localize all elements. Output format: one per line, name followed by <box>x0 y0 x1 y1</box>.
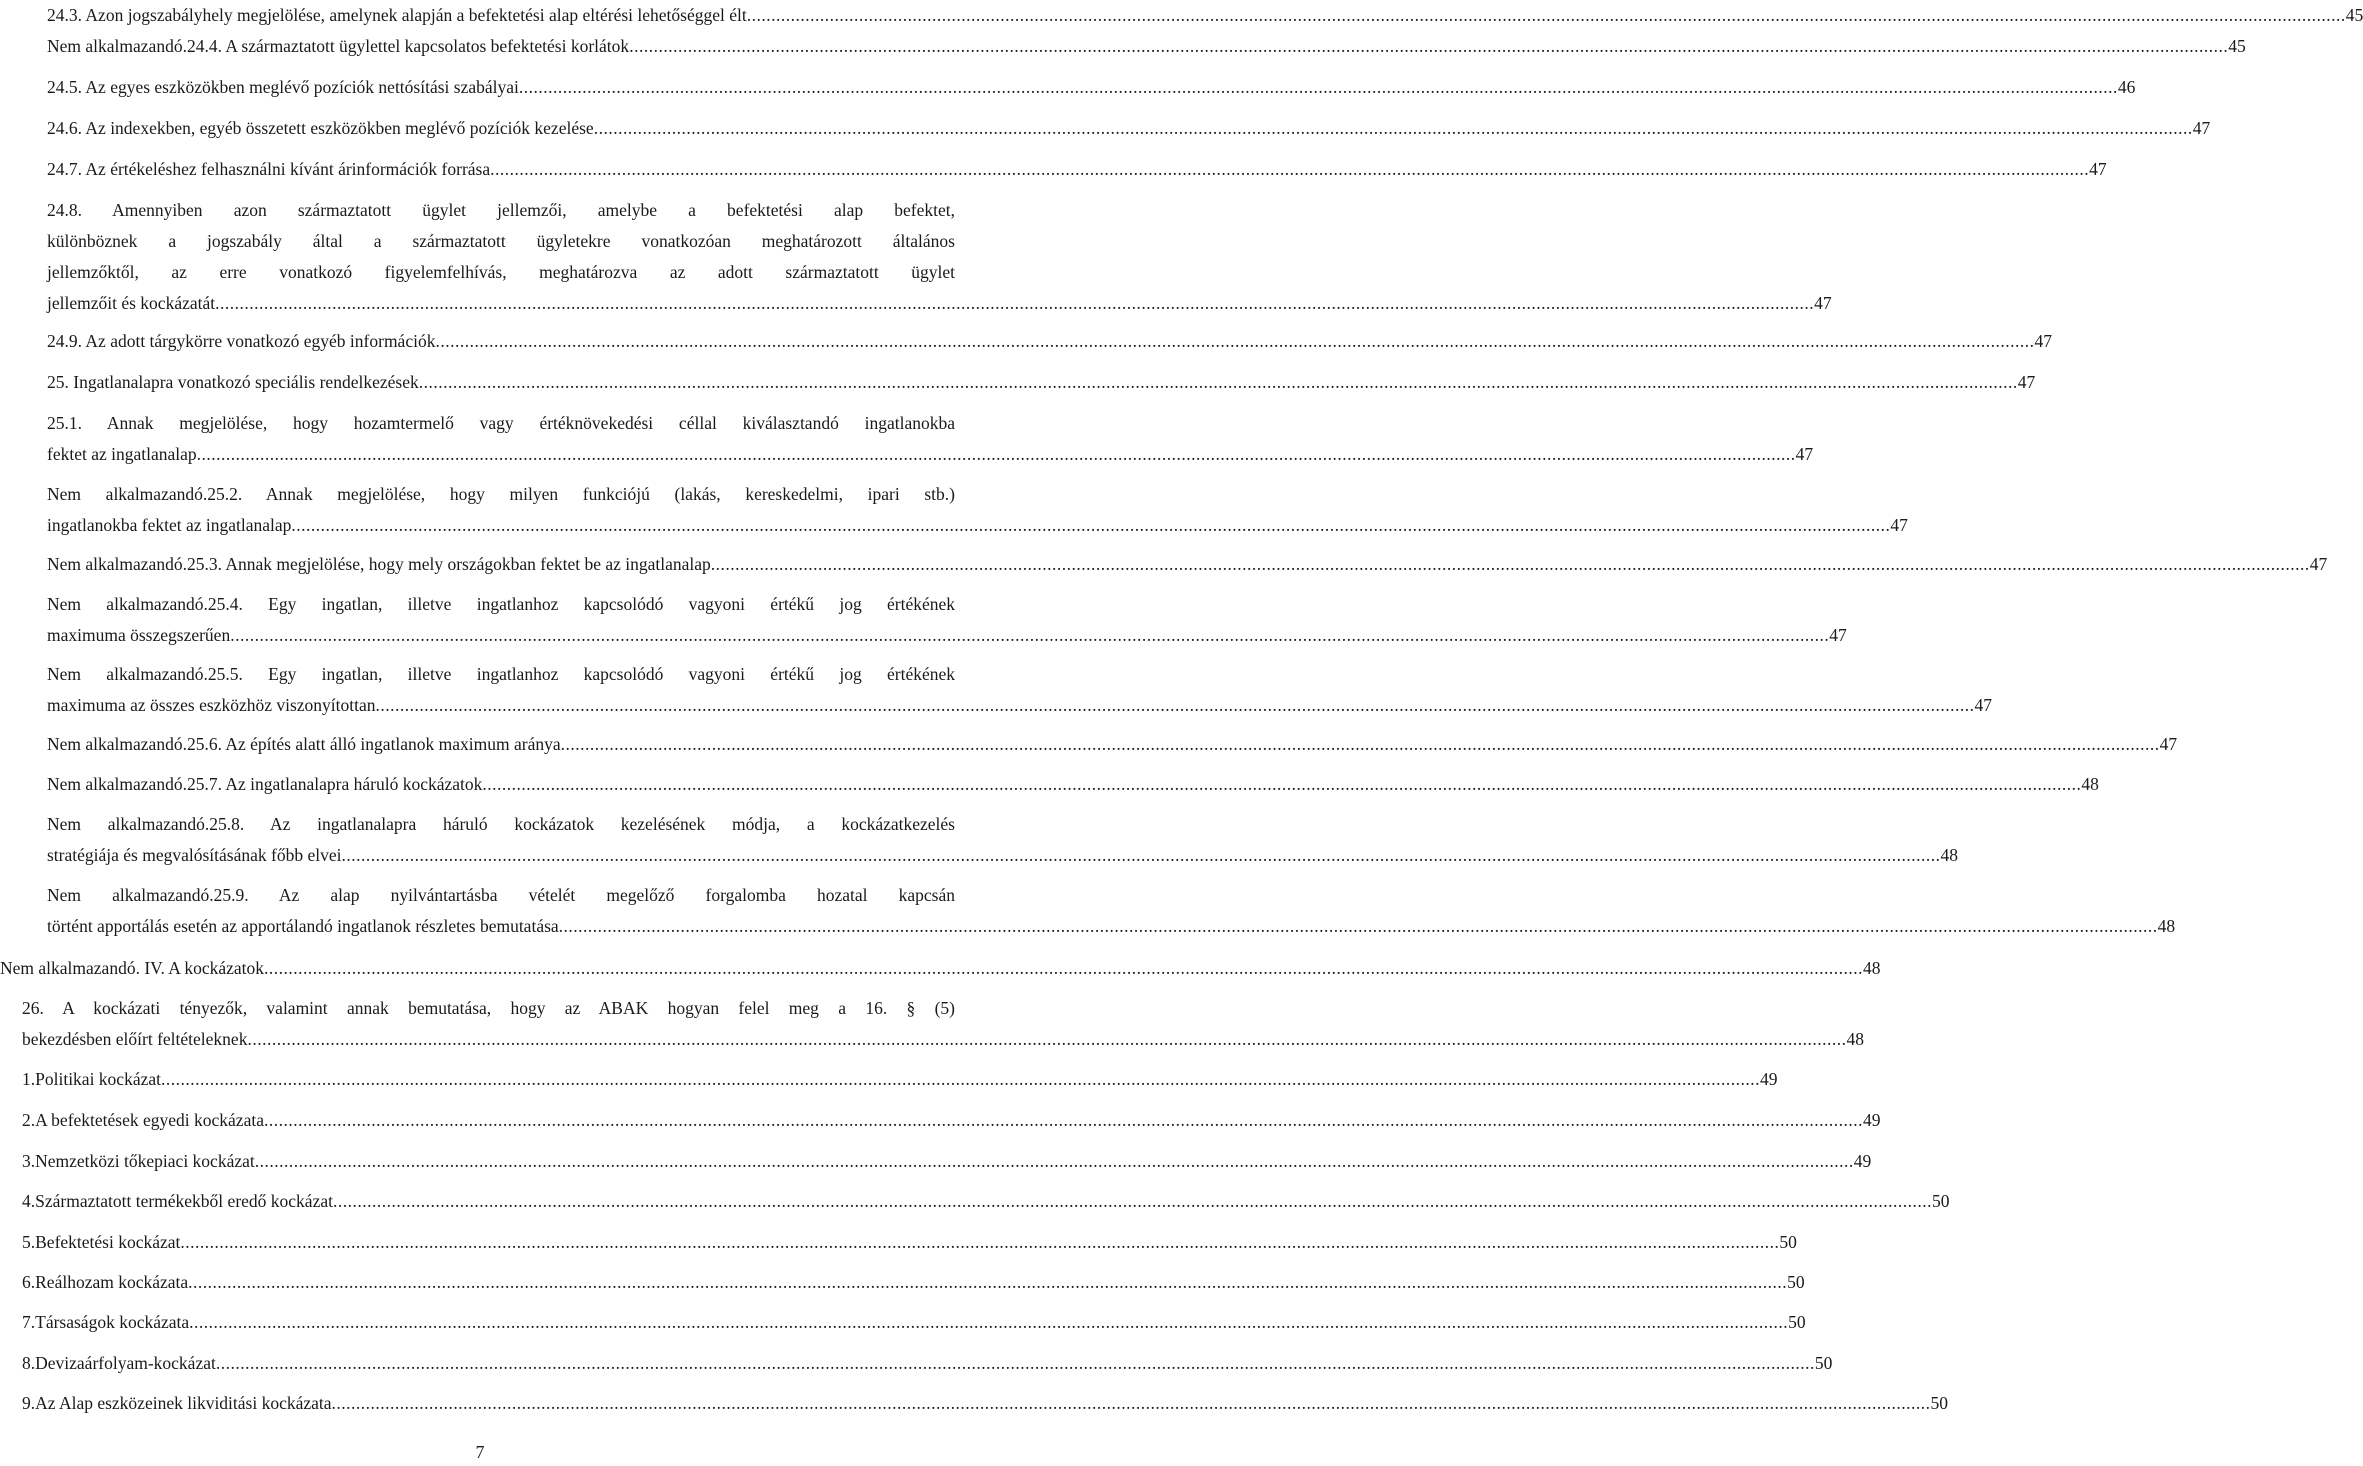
toc-leader-dots <box>419 367 2018 398</box>
toc-entry-text: 24.7. Az értékeléshez felhasználni kívánt árinformációk forrása <box>47 159 491 179</box>
toc-leader-dots <box>333 1186 1932 1217</box>
toc-entry-text: Nem alkalmazandó.25.3. Annak megjelölése, hogy mely országokban fektet be az ingatlanalap <box>47 554 711 574</box>
toc-entry-text: Nem alkalmazandó.25.9. Az alap nyilvántartásba vételét megelőző forgalomba hozatal kapcsán <box>47 885 955 905</box>
toc-entry-text: Nem alkalmazandó.25.6. Az építés alatt álló ingatlanok maximum aránya <box>47 734 561 754</box>
toc-leader-dots <box>561 729 2160 760</box>
toc-entry[interactable] <box>22 1064 1778 1095</box>
toc-entry-text: 25. Ingatlanalapra vonatkozó speciális rendelkezések <box>47 372 419 392</box>
toc-entry-text: különböznek a jogszabály által a származtatott ügyletekre vonatkozóan meghatározott általános <box>47 231 955 251</box>
toc-leader-dots <box>594 113 2193 144</box>
toc-entry[interactable] <box>47 659 1993 721</box>
toc-entry-text: Az Alap eszközeinek likviditási kockázata <box>35 1393 332 1413</box>
toc-entry-number: 2. <box>22 1110 36 1130</box>
toc-entry-text: 24.6. Az indexekben, egyéb összetett eszközökben meglévő pozíciók kezelése <box>47 118 594 138</box>
toc-entry-text: 24.9. Az adott tárgykörre vonatkozó egyéb információk <box>47 331 436 351</box>
toc-leader-dots <box>215 288 1814 319</box>
toc-leader-dots <box>482 769 2081 800</box>
toc-entry[interactable] <box>47 195 1832 319</box>
toc-entry[interactable] <box>47 113 2211 144</box>
toc-entry[interactable] <box>22 1348 1833 1379</box>
toc-page-number: 47 <box>1890 515 1908 535</box>
toc-entry-text: jellemzőit és kockázatát <box>47 293 216 313</box>
toc-entry[interactable] <box>22 1186 1950 1217</box>
toc-entry-number: 1. <box>22 1069 36 1089</box>
toc-entry-text: Társaságok kockázata <box>35 1312 190 1332</box>
toc-entry-text: Nem alkalmazandó.25.4. Egy ingatlan, illetve ingatlanhoz kapcsolódó vagyoni értékű jog értékének <box>47 594 955 614</box>
toc-page-number: 50 <box>1931 1191 1950 1211</box>
toc-page-number: 46 <box>2117 77 2136 97</box>
toc-page-number: 45 <box>2345 5 2363 25</box>
toc-entry-text: 25.1. Annak megjelölése, hogy hozamtermelő vagy értéknövekedési céllal kiválasztandó ingatlanokba <box>47 413 955 433</box>
toc-page-number: 49 <box>1862 1110 1881 1130</box>
toc-page-number: 50 <box>1814 1353 1833 1373</box>
toc-entry[interactable] <box>47 154 2107 185</box>
toc-entry[interactable] <box>47 729 2178 760</box>
toc-entry-text: Nem alkalmazandó.25.5. Egy ingatlan, illetve ingatlanhoz kapcsolódó vagyoni értékű jog értékének <box>47 664 955 684</box>
page-number: 7 <box>475 1442 485 1462</box>
toc-entry-text: Nem alkalmazandó.25.7. Az ingatlanalapra háruló kockázatok <box>47 774 483 794</box>
toc-page-number: 48 <box>2157 916 2176 936</box>
toc-leader-dots <box>264 1105 1863 1136</box>
toc-leader-dots <box>247 1024 1846 1055</box>
toc-entry[interactable] <box>47 408 1814 470</box>
toc-entry-text: Befektetési kockázat <box>35 1232 181 1252</box>
toc-page-number: 47 <box>2192 118 2211 138</box>
toc-entry[interactable] <box>47 880 2176 942</box>
toc-page-number: 49 <box>1853 1151 1872 1171</box>
toc-entry-number: 3. <box>22 1151 36 1171</box>
toc-entry-number: 4. <box>22 1191 36 1211</box>
toc-leader-dots <box>188 1267 1787 1298</box>
toc-page-number: 50 <box>1787 1272 1805 1292</box>
toc-entry-text: Reálhozam kockázata <box>35 1272 189 1292</box>
toc-page-number: 50 <box>1779 1232 1797 1252</box>
toc-entry[interactable] <box>0 953 1881 984</box>
toc-page-number: 48 <box>1940 845 1958 865</box>
toc-page-number: 47 <box>2089 159 2107 179</box>
toc-entry[interactable] <box>47 31 2246 62</box>
toc-entry-text: Devizaárfolyam-kockázat <box>35 1353 216 1373</box>
toc-entry-text: történt apportálás esetén az apportálandó ingatlanok részletes bemutatása <box>47 916 559 936</box>
toc-leader-dots <box>519 72 2118 103</box>
toc-entry[interactable] <box>47 809 1958 871</box>
toc-leader-dots <box>180 1227 1779 1258</box>
toc-entry-text: bekezdésben előírt feltételeknek <box>22 1029 248 1049</box>
toc-page-number: 48 <box>1863 958 1881 978</box>
toc-entry-text: Nem alkalmazandó. IV. A kockázatok <box>0 958 265 978</box>
toc-leader-dots <box>376 690 1975 721</box>
toc-page-number: 48 <box>1846 1029 1864 1049</box>
toc-leader-dots <box>216 1348 1815 1379</box>
toc-entry-text: 24.5. Az egyes eszközökben meglévő pozíciók nettósítási szabályai <box>47 77 519 97</box>
toc-entry-number: 5. <box>22 1232 36 1252</box>
toc-entry-text: stratégiája és megvalósításának főbb elvei <box>47 845 342 865</box>
toc-leader-dots <box>629 31 2228 62</box>
toc-entry[interactable] <box>47 589 1847 651</box>
toc-entry[interactable] <box>22 993 1864 1055</box>
toc-entry-number: 9. <box>22 1393 36 1413</box>
toc-page-number: 47 <box>2159 734 2178 754</box>
toc-entry[interactable] <box>22 1388 1949 1419</box>
toc-leader-dots <box>711 549 2310 580</box>
toc-leader-dots <box>490 154 2089 185</box>
toc-leader-dots <box>341 840 1940 871</box>
toc-page-number: 47 <box>1829 625 1847 645</box>
toc-entry-text: Politikai kockázat <box>35 1069 161 1089</box>
toc-leader-dots <box>230 620 1829 651</box>
toc-leader-dots <box>197 439 1796 470</box>
toc-leader-dots <box>332 1388 1931 1419</box>
toc-entry[interactable] <box>22 1267 1805 1298</box>
toc-page-number: 47 <box>1795 444 1814 464</box>
toc-page-number: 47 <box>2309 554 2328 574</box>
toc-entry[interactable] <box>47 72 2136 103</box>
toc-page-number: 49 <box>1760 1069 1778 1089</box>
toc-entry[interactable] <box>22 1227 1797 1258</box>
toc-entry-text: A befektetések egyedi kockázata <box>35 1110 264 1130</box>
toc-entry-number: 6. <box>22 1272 36 1292</box>
toc-page-number: 45 <box>2228 36 2246 56</box>
toc-entry-text: jellemzőktől, az erre vonatkozó figyelemfelhívás, meghatározva az adott származtatott ügylet <box>47 262 955 282</box>
toc-leader-dots <box>559 911 2158 942</box>
toc-leader-dots <box>255 1146 1854 1177</box>
toc-entry[interactable] <box>22 1307 1806 1338</box>
toc-entry-text: Nem alkalmazandó.24.4. A származtatott ügylettel kapcsolatos befektetési korlátok <box>47 36 630 56</box>
toc-entry[interactable] <box>47 0 2363 31</box>
toc-entry[interactable] <box>47 326 2052 357</box>
toc-entry-text: 24.3. Azon jogszabályhely megjelölése, amelynek alapján a befektetési alap eltérési lehetőséggel élt <box>47 5 747 25</box>
toc-entry-text: ingatlanokba fektet az ingatlanalap <box>47 515 292 535</box>
toc-entry[interactable] <box>47 549 2328 580</box>
toc-leader-dots <box>161 1064 1760 1095</box>
toc-entry-text: Származtatott termékekből eredő kockázat <box>35 1191 333 1211</box>
toc-leader-dots <box>435 326 2034 357</box>
toc-page-number: 50 <box>1930 1393 1949 1413</box>
toc-entry[interactable] <box>47 769 2099 800</box>
toc-page-number: 50 <box>1788 1312 1806 1332</box>
toc-entry[interactable] <box>47 479 1908 541</box>
toc-entry-text: Nem alkalmazandó.25.2. Annak megjelölése, hogy milyen funkciójú (lakás, kereskedelmi, ipari stb.) <box>47 484 955 504</box>
toc-entry[interactable] <box>47 367 2036 398</box>
toc-page-number: 47 <box>1974 695 1993 715</box>
toc-page-number: 48 <box>2081 774 2099 794</box>
toc-page-number: 47 <box>2034 331 2052 351</box>
toc-page-number: 47 <box>1814 293 1832 313</box>
toc-leader-dots <box>264 953 1863 984</box>
toc-entry-number: 7. <box>22 1312 36 1332</box>
toc-entry[interactable] <box>22 1105 1881 1136</box>
toc-entry-text: Nemzetközi tőkepiaci kockázat <box>35 1151 255 1171</box>
toc-leader-dots <box>747 0 2346 31</box>
toc-entry-text: maximuma az összes eszközhöz viszonyítottan <box>47 695 376 715</box>
toc-leader-dots <box>291 510 1890 541</box>
toc-entry-text: fektet az ingatlanalap <box>47 444 197 464</box>
toc-entry-text: maximuma összegszerűen <box>47 625 231 645</box>
toc-entry-number: 8. <box>22 1353 36 1373</box>
toc-entry[interactable] <box>22 1146 1872 1177</box>
toc-leader-dots <box>189 1307 1788 1338</box>
toc-entry-text: 24.8. Amennyiben azon származtatott ügylet jellemzői, amelybe a befektetési alap befektet, <box>47 200 955 220</box>
toc-entry-text: 26. A kockázati tényezők, valamint annak bemutatása, hogy az ABAK hogyan felel meg a 16. § (5) <box>22 998 955 1018</box>
toc-entry-text: Nem alkalmazandó.25.8. Az ingatlanalapra háruló kockázatok kezelésének módja, a kockázatkezelés <box>47 814 955 834</box>
toc-page-number: 47 <box>2017 372 2036 392</box>
